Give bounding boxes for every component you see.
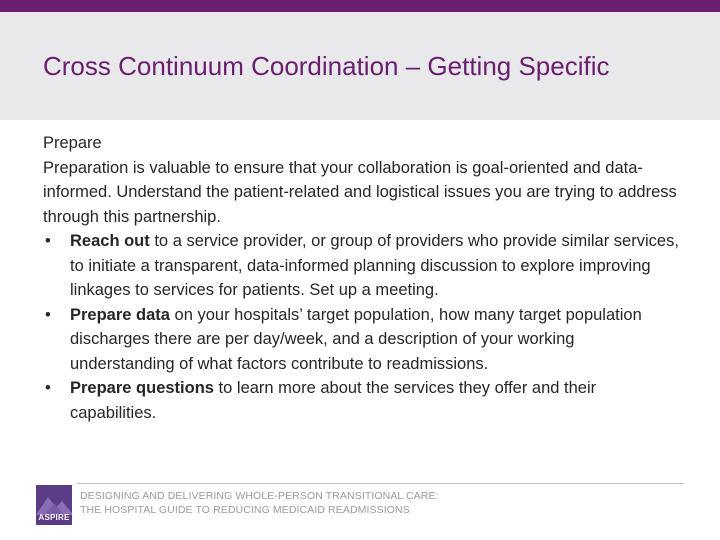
footer-divider — [77, 483, 684, 484]
bullet-body-text: to learn more about the services they offer and their capabilities. — [70, 379, 597, 422]
intro-paragraph: Preparation is valuable to ensure that your collaboration is goal-oriented and data-informed. Understand the patient-related and logistical issues you are trying to address through this partnership. — [43, 158, 677, 226]
section-heading: Prepare — [43, 134, 102, 152]
bullet-lead-text: Reach out — [70, 232, 150, 250]
bullet-lead-text: Prepare data — [70, 305, 170, 324]
slide-body — [43, 131, 683, 425]
bullet-lead-text: Prepare questions — [70, 379, 214, 397]
bullet-marker: • — [45, 232, 51, 250]
bullet-body-text: on your hospitals’ target population, how many target population discharges there are per day/week, and a description of your working understanding of what factors contribute to readmissions. — [70, 305, 642, 373]
bullet-list — [43, 229, 683, 425]
bullet-item-prepare-questions — [43, 376, 683, 425]
bullet-marker: • — [45, 379, 51, 397]
bullet-item-reach-out — [43, 229, 683, 303]
top-accent-bar — [0, 0, 720, 12]
bullet-item-prepare-data — [43, 303, 683, 377]
bullet-marker: • — [45, 305, 51, 324]
footer-title-line-2: THE HOSPITAL GUIDE TO REDUCING MEDICAID READMISSIONS — [80, 504, 410, 516]
aspire-logo — [36, 485, 72, 525]
bullet-body-text: to a service provider, or group of providers who provide similar services, to initiate a transparent, data-informed planning discussion to explore improving linkages to services for patients. Set up a meeting. — [70, 232, 679, 299]
logo-label: ASPIRE — [38, 513, 70, 522]
slide-title: Cross Continuum Coordination – Getting Specific — [43, 51, 610, 81]
footer-title-line-1: DESIGNING AND DELIVERING WHOLE-PERSON TRANSITIONAL CARE: — [80, 490, 439, 502]
